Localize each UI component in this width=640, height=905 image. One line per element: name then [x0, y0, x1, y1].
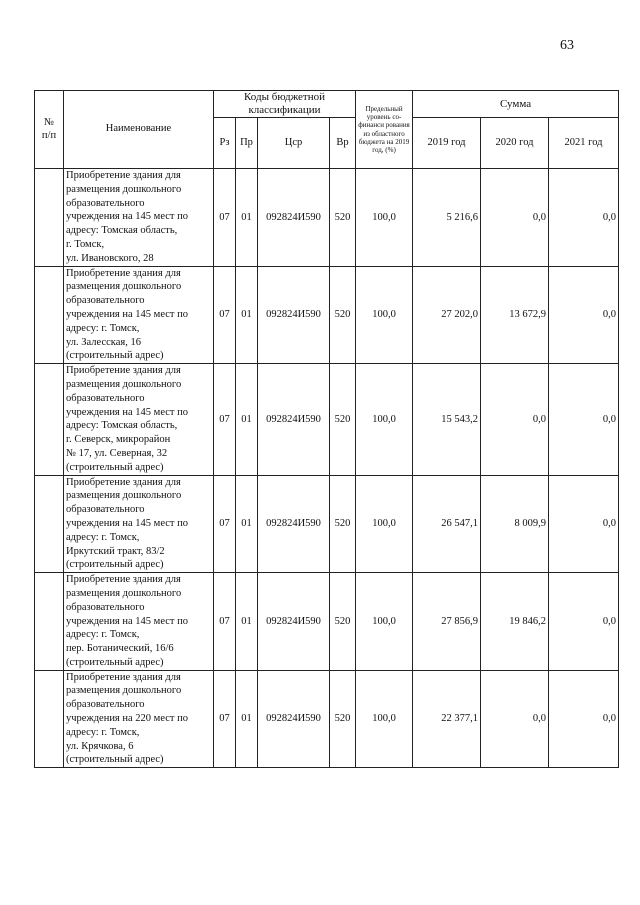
- header-sum-group: Сумма: [413, 91, 619, 118]
- name-line: Приобретение здания для: [66, 574, 181, 586]
- row-pr-cell: 01: [236, 573, 258, 671]
- header-2019: 2019 год: [413, 118, 481, 169]
- table-row: [35, 670, 619, 768]
- header-csr: Цср: [258, 118, 330, 169]
- row-csr-cell: 092824И590: [258, 475, 330, 573]
- name-line: адресу: Томская область,: [66, 225, 178, 237]
- table-row: [35, 169, 619, 267]
- name-line: адресу: Томская область,: [66, 420, 178, 432]
- row-cofin-cell: 100,0: [356, 169, 413, 267]
- row-name-cell: [64, 670, 214, 768]
- row-cofin-cell: 100,0: [356, 670, 413, 768]
- budget-table: [34, 90, 619, 768]
- name-line: адресу: г. Томск,: [66, 629, 140, 641]
- name-line: пер. Ботанический, 16/6: [66, 643, 174, 655]
- row-csr-cell: 092824И590: [258, 169, 330, 267]
- name-line: размещения дошкольного: [66, 183, 182, 195]
- row-2019-cell: 5 216,6: [413, 169, 481, 267]
- row-2021-cell: 0,0: [549, 169, 619, 267]
- row-2019-cell: 27 856,9: [413, 573, 481, 671]
- name-line: (строительный адрес): [66, 656, 164, 668]
- row-2021-cell: 0,0: [549, 475, 619, 573]
- row-pr-cell: 01: [236, 266, 258, 364]
- name-line: размещения дошкольного: [66, 685, 182, 697]
- header-2020: 2020 год: [481, 118, 549, 169]
- row-csr-cell: 092824И590: [258, 266, 330, 364]
- row-2021-cell: 0,0: [549, 670, 619, 768]
- name-line: (строительный адрес): [66, 754, 164, 766]
- name-line: (строительный адрес): [66, 559, 164, 571]
- name-line: ул. Залесская, 16: [66, 336, 141, 348]
- row-num-cell: [35, 475, 64, 573]
- name-line: Приобретение здания для: [66, 170, 181, 181]
- row-rz-cell: 07: [214, 670, 236, 768]
- row-name-cell: [64, 266, 214, 364]
- row-name-cell: [64, 475, 214, 573]
- header-2021: 2021 год: [549, 118, 619, 169]
- name-line: размещения дошкольного: [66, 378, 182, 390]
- name-line: (строительный адрес): [66, 461, 164, 473]
- row-pr-cell: 01: [236, 670, 258, 768]
- name-line: образовательного: [66, 601, 145, 613]
- name-line: ул. Ивановского, 28: [66, 252, 154, 264]
- name-line: г. Северск, микрорайон: [66, 434, 171, 446]
- row-vr-cell: 520: [330, 573, 356, 671]
- header-cofinancing: Предельный уровень со-финанси рования из областного бюджета на 2019 год, (%): [356, 91, 413, 169]
- row-rz-cell: 07: [214, 169, 236, 267]
- page-number: 63: [560, 38, 574, 53]
- row-vr-cell: 520: [330, 169, 356, 267]
- header-num: № п/п: [35, 91, 64, 169]
- row-num-cell: [35, 670, 64, 768]
- row-2021-cell: 0,0: [549, 266, 619, 364]
- row-name-cell: [64, 573, 214, 671]
- name-line: Приобретение здания для: [66, 267, 181, 279]
- row-rz-cell: 07: [214, 364, 236, 475]
- row-pr-cell: 01: [236, 475, 258, 573]
- name-line: ул. Крячкова, 6: [66, 740, 134, 752]
- name-line: адресу: г. Томск,: [66, 726, 140, 738]
- table-body: [35, 169, 619, 768]
- row-2019-cell: 26 547,1: [413, 475, 481, 573]
- name-line: адресу: г. Томск,: [66, 322, 140, 334]
- row-2020-cell: 0,0: [481, 670, 549, 768]
- row-vr-cell: 520: [330, 364, 356, 475]
- row-pr-cell: 01: [236, 169, 258, 267]
- header-row-top: [35, 91, 619, 118]
- row-csr-cell: 092824И590: [258, 364, 330, 475]
- name-line: размещения дошкольного: [66, 490, 182, 502]
- table-row: [35, 573, 619, 671]
- row-cofin-cell: 100,0: [356, 364, 413, 475]
- table-row: [35, 364, 619, 475]
- row-2019-cell: 27 202,0: [413, 266, 481, 364]
- name-line: размещения дошкольного: [66, 281, 182, 293]
- name-line: Приобретение здания для: [66, 671, 181, 683]
- name-line: учреждения на 145 мест по: [66, 211, 188, 223]
- name-line: Приобретение здания для: [66, 476, 181, 488]
- row-2021-cell: 0,0: [549, 364, 619, 475]
- header-rz: Рз: [214, 118, 236, 169]
- row-vr-cell: 520: [330, 266, 356, 364]
- row-vr-cell: 520: [330, 670, 356, 768]
- header-codes-group: Коды бюджетной классификации: [214, 91, 356, 118]
- name-line: образовательного: [66, 699, 145, 711]
- row-rz-cell: 07: [214, 573, 236, 671]
- row-csr-cell: 092824И590: [258, 573, 330, 671]
- row-2019-cell: 22 377,1: [413, 670, 481, 768]
- row-cofin-cell: 100,0: [356, 266, 413, 364]
- row-2020-cell: 0,0: [481, 364, 549, 475]
- name-line: образовательного: [66, 504, 145, 516]
- name-line: учреждения на 220 мест по: [66, 713, 188, 725]
- name-line: Приобретение здания для: [66, 365, 181, 377]
- row-name-cell: [64, 169, 214, 267]
- row-2020-cell: 0,0: [481, 169, 549, 267]
- row-2020-cell: 8 009,9: [481, 475, 549, 573]
- row-rz-cell: 07: [214, 475, 236, 573]
- row-num-cell: [35, 364, 64, 475]
- table-row: [35, 475, 619, 573]
- row-2020-cell: 19 846,2: [481, 573, 549, 671]
- name-line: учреждения на 145 мест по: [66, 308, 188, 320]
- header-vr: Вр: [330, 118, 356, 169]
- row-num-cell: [35, 266, 64, 364]
- name-line: г. Томск,: [66, 238, 105, 250]
- row-2019-cell: 15 543,2: [413, 364, 481, 475]
- name-line: № 17, ул. Северная, 32: [66, 447, 168, 459]
- header-name: Наименование: [64, 91, 214, 169]
- name-line: образовательного: [66, 197, 145, 209]
- row-name-cell: [64, 364, 214, 475]
- name-line: Иркутский тракт, 83/2: [66, 545, 165, 557]
- row-num-cell: [35, 573, 64, 671]
- row-vr-cell: 520: [330, 475, 356, 573]
- header-pr: Пр: [236, 118, 258, 169]
- name-line: учреждения на 145 мест по: [66, 517, 188, 529]
- name-line: адресу: г. Томск,: [66, 531, 140, 543]
- name-line: (строительный адрес): [66, 350, 164, 362]
- name-line: учреждения на 145 мест по: [66, 406, 188, 418]
- row-pr-cell: 01: [236, 364, 258, 475]
- name-line: учреждения на 145 мест по: [66, 615, 188, 627]
- row-cofin-cell: 100,0: [356, 573, 413, 671]
- row-rz-cell: 07: [214, 266, 236, 364]
- row-csr-cell: 092824И590: [258, 670, 330, 768]
- row-num-cell: [35, 169, 64, 267]
- row-2020-cell: 13 672,9: [481, 266, 549, 364]
- name-line: образовательного: [66, 295, 145, 307]
- row-2021-cell: 0,0: [549, 573, 619, 671]
- table-row: [35, 266, 619, 364]
- name-line: образовательного: [66, 392, 145, 404]
- row-cofin-cell: 100,0: [356, 475, 413, 573]
- name-line: размещения дошкольного: [66, 587, 182, 599]
